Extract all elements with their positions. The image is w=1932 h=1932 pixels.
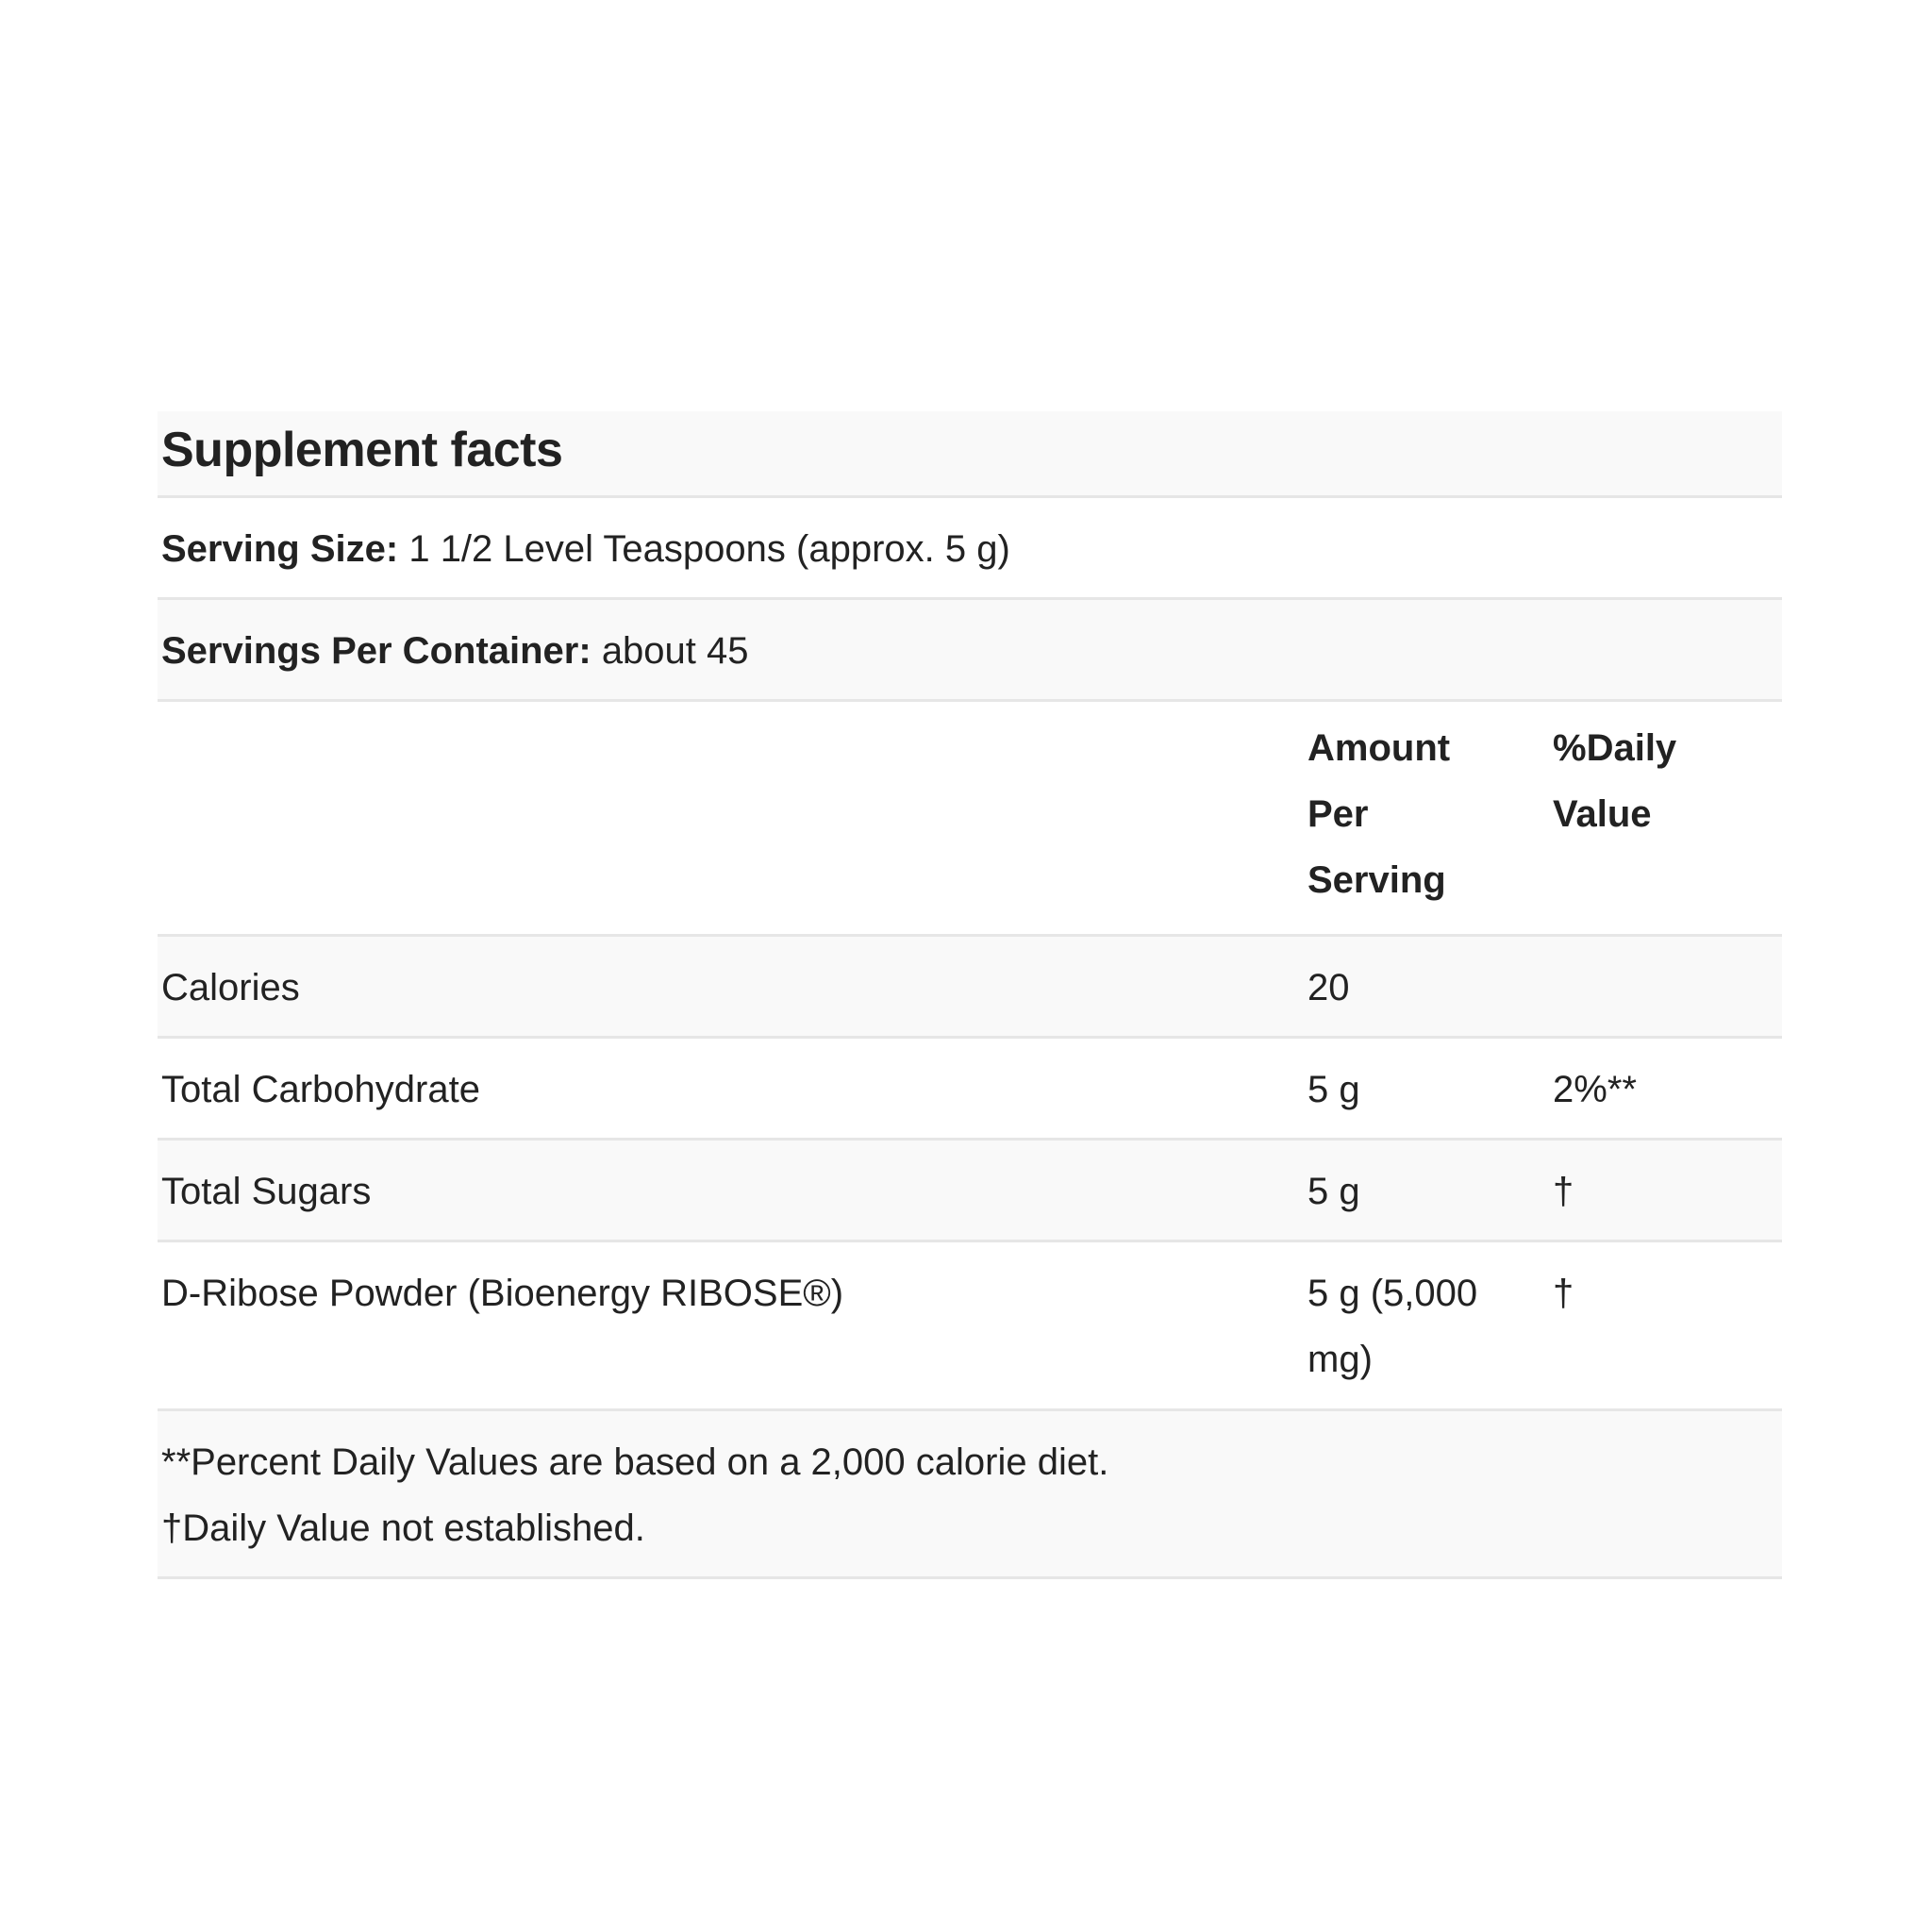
nutrient-daily-value: † bbox=[1553, 1273, 1574, 1314]
nutrient-daily-value: † bbox=[1553, 1171, 1574, 1212]
nutrient-amount: 5 g bbox=[1307, 1069, 1360, 1110]
table-row bbox=[158, 937, 1782, 1039]
nutrient-daily-value: 2%** bbox=[1553, 1069, 1637, 1110]
nutrient-name: D-Ribose Powder (Bioenergy RIBOSE®) bbox=[161, 1273, 844, 1314]
footnote-daily-values: **Percent Daily Values are based on a 2,000 calorie diet. bbox=[161, 1441, 1109, 1483]
nutrient-name: Total Sugars bbox=[161, 1171, 372, 1212]
serving-size-label: Serving Size: bbox=[161, 528, 399, 570]
serving-size-row bbox=[158, 498, 1782, 600]
table-row bbox=[158, 1242, 1782, 1411]
nutrient-amount: 5 g (5,000 mg) bbox=[1307, 1273, 1478, 1380]
nutrient-name: Total Carbohydrate bbox=[161, 1069, 480, 1110]
nutrient-amount: 20 bbox=[1307, 967, 1350, 1008]
nutrient-name: Calories bbox=[161, 967, 300, 1008]
table-row bbox=[158, 1141, 1782, 1242]
supplement-facts-table bbox=[158, 411, 1782, 1579]
nutrient-amount: 5 g bbox=[1307, 1171, 1360, 1212]
serving-size-value: 1 1/2 Level Teaspoons (approx. 5 g) bbox=[408, 528, 1010, 570]
table-row bbox=[158, 1039, 1782, 1141]
servings-per-container-row bbox=[158, 600, 1782, 702]
daily-value-column-header: %Daily Value bbox=[1553, 727, 1677, 835]
footnote-not-established: †Daily Value not established. bbox=[161, 1507, 645, 1549]
table-title: Supplement facts bbox=[158, 411, 1782, 498]
servings-per-container-value: about 45 bbox=[601, 630, 749, 672]
servings-per-container-label: Servings Per Container: bbox=[161, 630, 591, 672]
footnotes bbox=[158, 1411, 1782, 1579]
column-header-row bbox=[158, 702, 1782, 937]
amount-column-header: Amount Per Serving bbox=[1307, 727, 1451, 901]
